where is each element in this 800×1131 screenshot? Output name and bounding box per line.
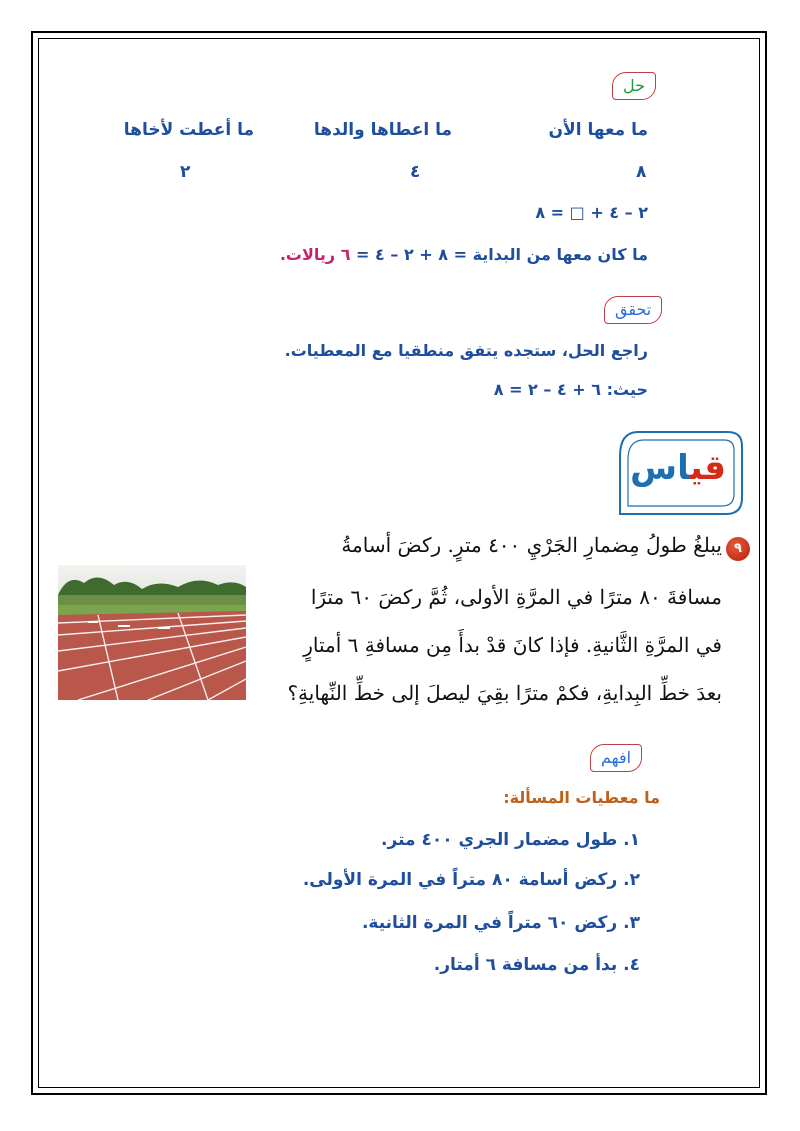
story-line-1: يبلغُ طولُ مِضمارِ الجَرْيِ ٤٠٠ مترٍ. ركضَ أسامةُ bbox=[341, 533, 722, 557]
section-title-box bbox=[612, 428, 748, 520]
header-col3: ما أعطت لأخاها bbox=[123, 120, 254, 140]
story-line-2: مسافةَ ٨٠ مترًا في المرَّةِ الأولى، ثُمَّ ركضَ ٦٠ مترًا bbox=[310, 585, 722, 609]
given-3: ٣. ركض ٦٠ متراً في المرة الثانية. bbox=[361, 913, 640, 933]
solution-tag: حل bbox=[612, 72, 656, 100]
header-col1: ما معها الأن bbox=[548, 120, 648, 140]
section-title-red: قي bbox=[689, 448, 726, 488]
section-title bbox=[630, 448, 726, 488]
check-line-2-text: حيث: ٦ + ٤ – ٢ = ٨ bbox=[493, 380, 648, 399]
result-text: ما كان معها من البداية = ٨ + ٢ – ٤ = bbox=[350, 245, 648, 264]
story-line-3: في المرَّةِ الثَّانيةِ. فإذا كانَ قدْ بدأَ مِن مسافةِ ٦ أمتارٍ bbox=[303, 633, 722, 657]
check-tag: تحقق bbox=[604, 296, 662, 324]
value-col3: ٢ bbox=[180, 162, 191, 182]
understand-tag: افهم bbox=[590, 744, 642, 772]
story-line-4: بعدَ خطِّ البِدايةِ، فكمْ مترًا بقِيَ ليصلَ إلى خطِّ النِّهايةِ؟ bbox=[287, 681, 722, 705]
equation bbox=[535, 203, 648, 222]
check-line-1: راجع الحل، ستجده يتفق منطقيا مع المعطيات. bbox=[284, 341, 648, 360]
given-1: ١. طول مضمار الجري ٤٠٠ متر. bbox=[381, 830, 640, 850]
given-4: ٤. بدأ من مسافة ٦ أمتار. bbox=[433, 955, 640, 975]
value-col1: ٨ bbox=[636, 162, 647, 182]
check-line-2 bbox=[494, 380, 648, 399]
equation-text: ٢ – ٤ + □ = ٨ bbox=[535, 203, 648, 222]
question-number-badge: ٩ bbox=[726, 537, 750, 561]
section-title-blue: اس bbox=[630, 448, 690, 488]
header-col2: ما اعطاها والدها bbox=[313, 120, 452, 140]
givens-title: ما معطيات المسألة: bbox=[503, 788, 660, 807]
given-2: ٢. ركض أسامة ٨٠ متراً في المرة الأولى. bbox=[302, 870, 640, 890]
result-highlight: ٦ ريالات. bbox=[279, 245, 351, 264]
result-line bbox=[280, 245, 648, 264]
running-track-photo bbox=[58, 565, 246, 700]
value-col2: ٤ bbox=[410, 162, 421, 182]
